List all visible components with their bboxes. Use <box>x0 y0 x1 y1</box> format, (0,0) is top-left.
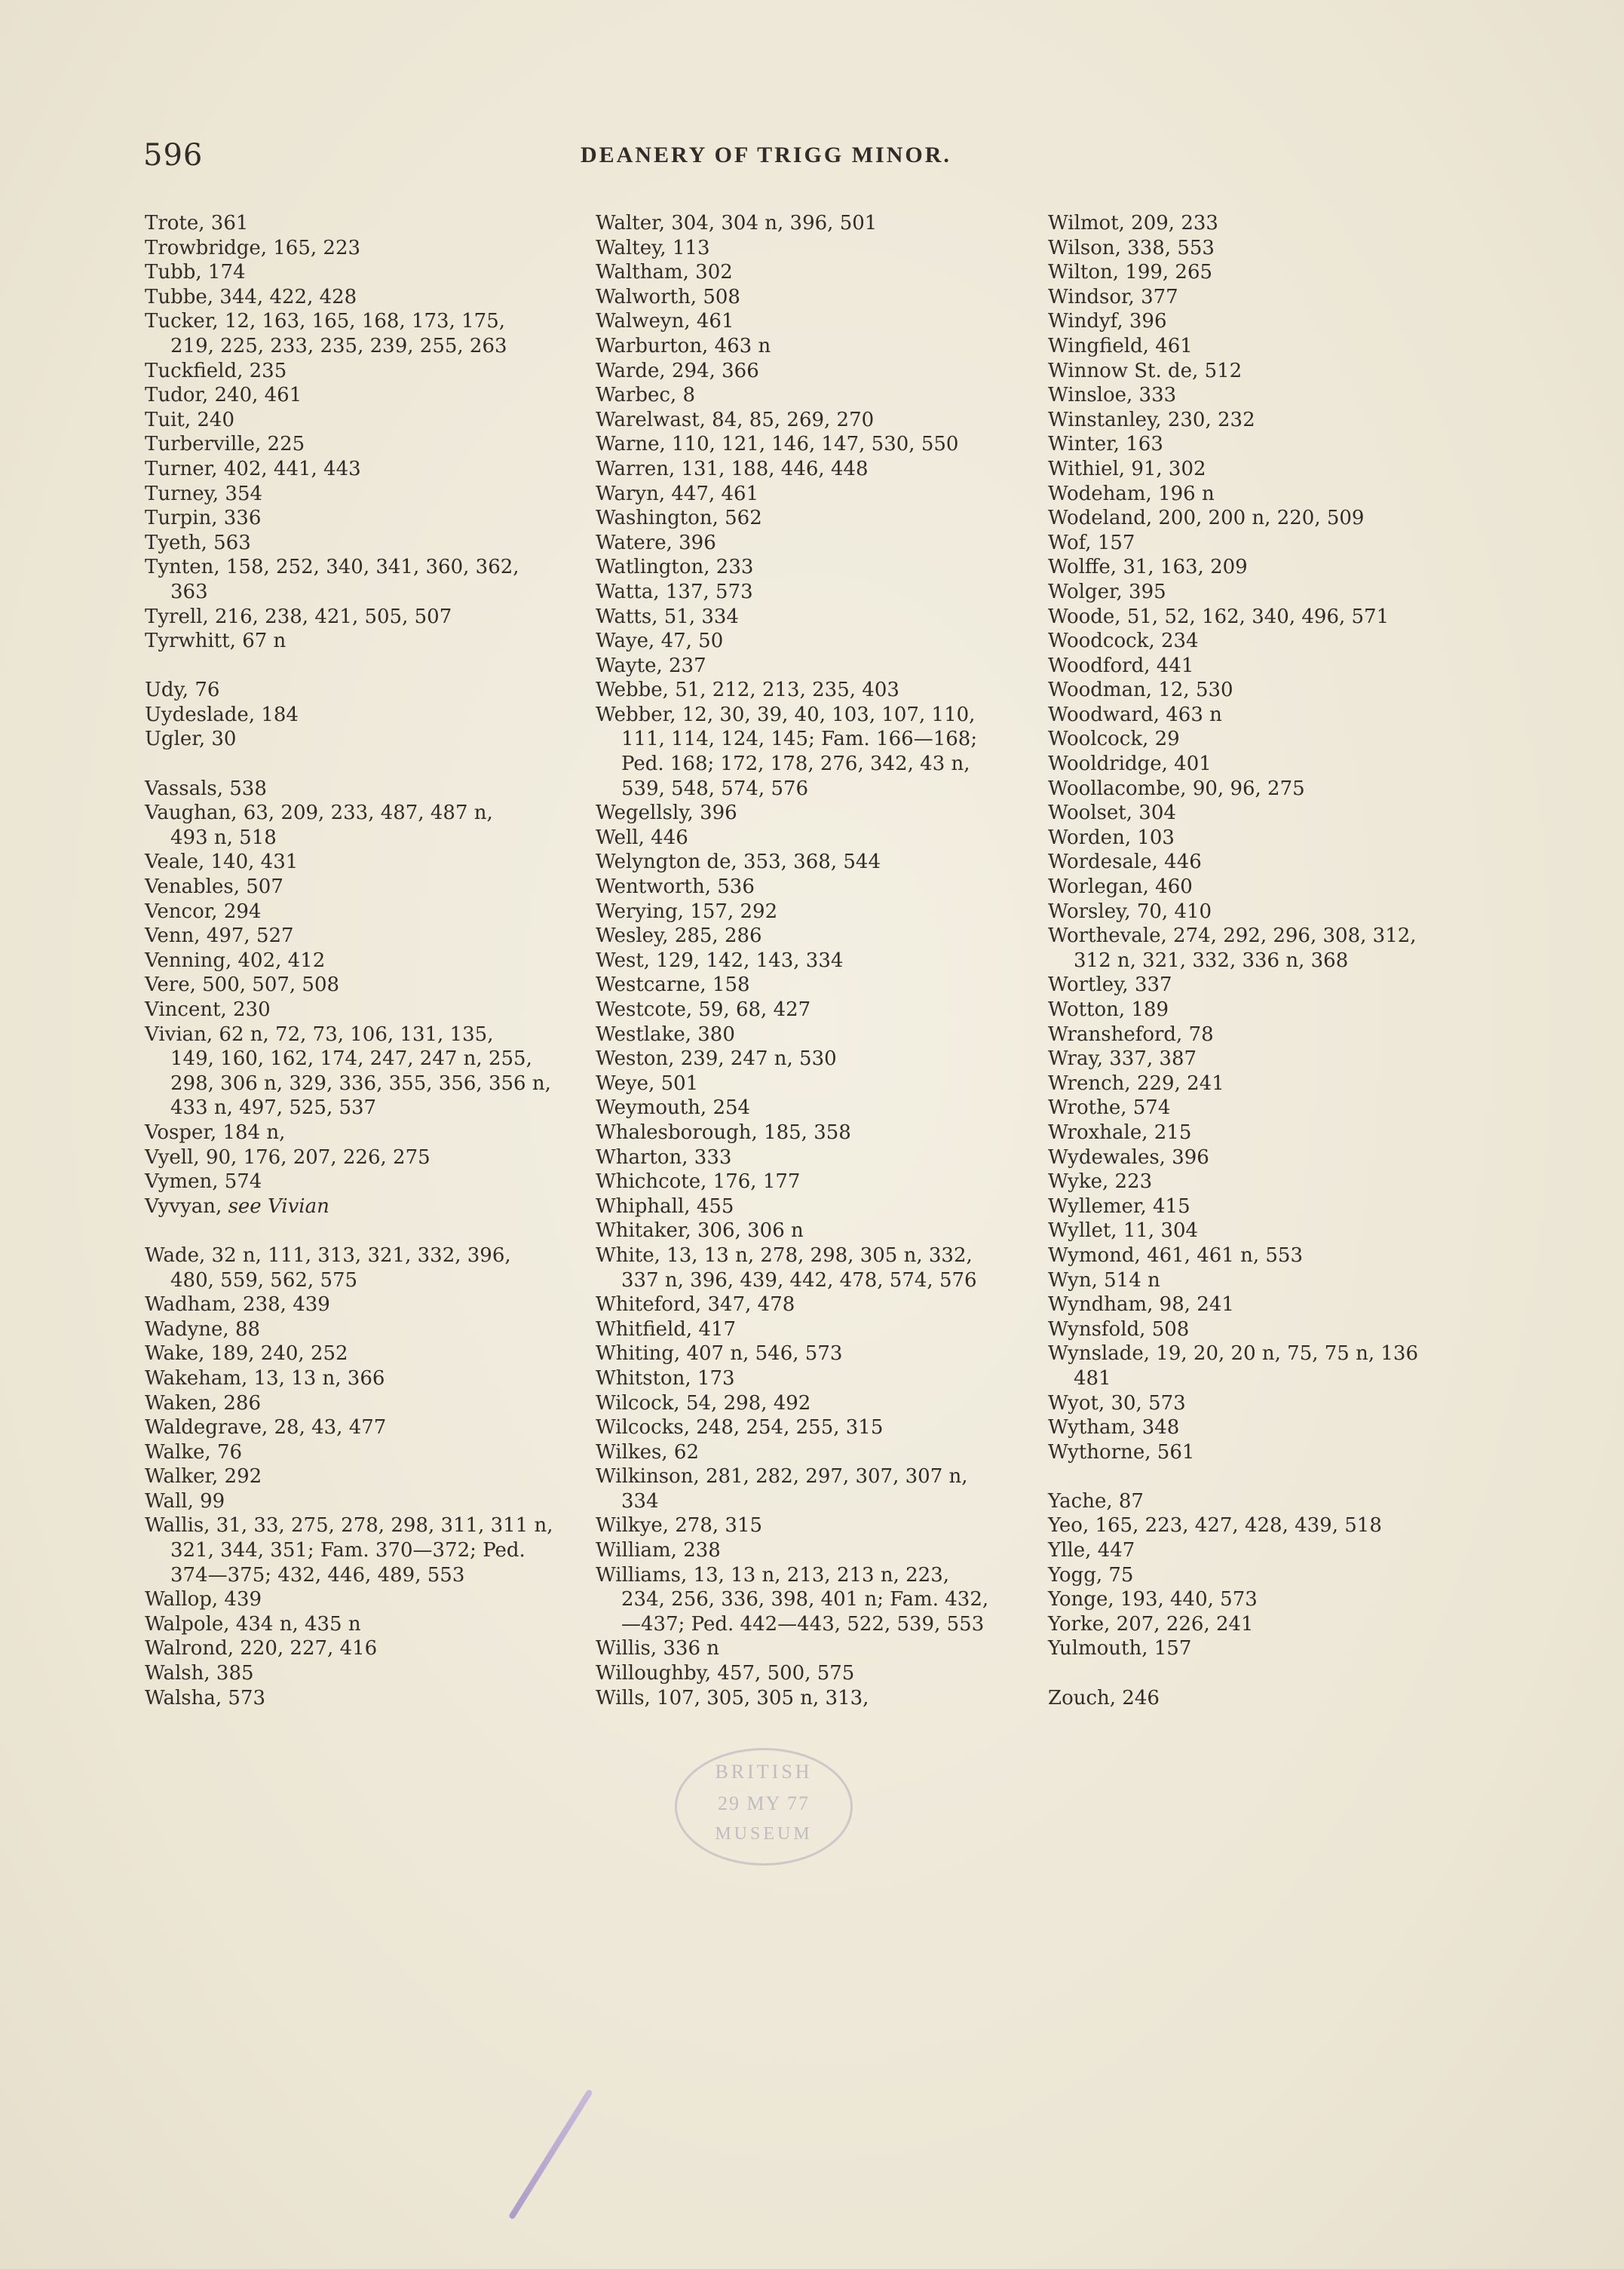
index-entry: Wharton, 333 <box>596 1145 732 1169</box>
index-entry: Well, 446 <box>596 826 688 849</box>
index-entry: Venn, 497, 527 <box>145 924 294 948</box>
index-entry: Walrond, 220, 227, 416 <box>145 1637 378 1660</box>
index-entry: 312 n, 321, 332, 336 n, 368 <box>1074 949 1349 972</box>
index-entry: Woode, 51, 52, 162, 340, 496, 571 <box>1048 605 1390 628</box>
index-entry: Wills, 107, 305, 305 n, 313, <box>596 1686 869 1709</box>
index-entry: 374—375; 432, 446, 489, 553 <box>170 1563 465 1587</box>
index-entry: Worlegan, 460 <box>1048 875 1193 899</box>
index-entry: Windyf, 396 <box>1048 310 1167 333</box>
index-entry: Whitston, 173 <box>596 1366 735 1390</box>
index-entry: Webbe, 51, 212, 213, 235, 403 <box>596 679 899 702</box>
index-entry: Trote, 361 <box>145 212 249 235</box>
index-entry: Walker, 292 <box>145 1465 262 1489</box>
index-entry: 493 n, 518 <box>170 826 277 849</box>
index-entry: Tudor, 240, 461 <box>145 384 302 407</box>
index-entry: Vosper, 184 n, <box>145 1121 286 1144</box>
index-entry: Zouch, 246 <box>1048 1686 1160 1709</box>
pencil-mark <box>508 2089 593 2220</box>
index-entry: Wilmot, 209, 233 <box>1048 212 1218 235</box>
index-entry: Wyllemer, 415 <box>1048 1194 1190 1218</box>
index-entry: Whiteford, 347, 478 <box>596 1293 795 1317</box>
index-entry: Waldegrave, 28, 43, 477 <box>145 1416 387 1440</box>
index-entry: Winstanley, 230, 232 <box>1048 408 1255 431</box>
index-entry: 219, 225, 233, 235, 239, 255, 263 <box>170 334 507 357</box>
index-entry: 363 <box>170 580 208 603</box>
index-entry: Turpin, 336 <box>145 507 262 530</box>
index-entry: 481 <box>1074 1366 1111 1390</box>
index-entry: Vivian, 62 n, 72, 73, 106, 131, 135, <box>145 1023 494 1046</box>
index-entry: Whitfield, 417 <box>596 1317 737 1341</box>
index-entry: Turney, 354 <box>145 482 263 505</box>
index-entry: Wegellsly, 396 <box>596 802 737 825</box>
index-entry: Whalesborough, 185, 358 <box>596 1121 851 1144</box>
index-entry: Wadyne, 88 <box>145 1317 261 1341</box>
index-entry: Yonge, 193, 440, 573 <box>1048 1588 1258 1611</box>
index-entry: Walweyn, 461 <box>596 310 734 333</box>
index-entry: Warne, 110, 121, 146, 147, 530, 550 <box>596 433 959 456</box>
index-entry: Wayte, 237 <box>596 654 706 677</box>
index-entry: Waye, 47, 50 <box>596 630 724 653</box>
index-entry: 149, 160, 162, 174, 247, 247 n, 255, <box>170 1047 532 1071</box>
index-entry: Waryn, 447, 461 <box>596 482 759 505</box>
index-column-2 <box>596 211 1033 1710</box>
index-entry: Winsloe, 333 <box>1048 384 1177 407</box>
index-entry: 298, 306 n, 329, 336, 355, 356, 356 n, <box>170 1072 551 1095</box>
index-entry: Walke, 76 <box>145 1440 243 1464</box>
index-entry: 337 n, 396, 439, 442, 478, 574, 576 <box>621 1268 977 1292</box>
index-entry: Watts, 51, 334 <box>596 605 739 628</box>
index-entry: Washington, 562 <box>596 507 762 530</box>
index-entry: Winter, 163 <box>1048 433 1163 456</box>
index-entry: Walsh, 385 <box>145 1662 254 1685</box>
index-entry: Yache, 87 <box>1048 1489 1144 1513</box>
index-entry: Williams, 13, 13 n, 213, 213 n, 223, <box>596 1563 950 1587</box>
index-entry: Westcote, 59, 68, 427 <box>596 998 811 1021</box>
index-entry: Wransheford, 78 <box>1048 1023 1214 1046</box>
index-entry: Willis, 336 n <box>596 1637 720 1660</box>
index-entry: Turner, 402, 441, 443 <box>145 457 361 480</box>
index-entry: Warelwast, 84, 85, 269, 270 <box>596 408 875 431</box>
index-entry: Yeo, 165, 223, 427, 428, 439, 518 <box>1048 1514 1382 1538</box>
index-entry: Whichcote, 176, 177 <box>596 1170 801 1194</box>
index-entry: Yulmouth, 157 <box>1048 1637 1192 1660</box>
index-entry: Uydeslade, 184 <box>145 703 299 726</box>
index-entry: Trowbridge, 165, 223 <box>145 236 361 259</box>
index-entry: Ylle, 447 <box>1048 1539 1135 1562</box>
index-entry: Woodford, 441 <box>1048 654 1194 677</box>
index-entry: Wilcocks, 248, 254, 255, 315 <box>596 1416 884 1440</box>
index-entry: Wray, 337, 387 <box>1048 1047 1197 1071</box>
index-entry: Wrothe, 574 <box>1048 1096 1171 1120</box>
index-entry: Windsor, 377 <box>1048 285 1178 308</box>
stamp-top-text: BRITISH <box>715 1761 813 1783</box>
index-column-3 <box>1048 211 1515 1710</box>
index-entry: Weye, 501 <box>596 1072 699 1095</box>
index-entry: Venables, 507 <box>145 875 283 899</box>
index-entry: Wrench, 229, 241 <box>1048 1072 1224 1095</box>
index-entry: Wallop, 439 <box>145 1588 262 1611</box>
page-header <box>143 138 1500 176</box>
index-entry: Webber, 12, 30, 39, 40, 103, 107, 110, <box>596 703 976 726</box>
library-stamp <box>675 1748 853 1866</box>
index-entry: Wooldridge, 401 <box>1048 753 1212 776</box>
index-entry: White, 13, 13 n, 278, 298, 305 n, 332, <box>596 1243 973 1267</box>
index-entry: Tyrwhitt, 67 n <box>145 630 286 653</box>
index-entry: Wyndham, 98, 241 <box>1048 1293 1234 1317</box>
index-entry: 234, 256, 336, 398, 401 n; Fam. 432, <box>621 1588 989 1611</box>
index-entry: Watere, 396 <box>596 531 716 554</box>
index-entry: Whiphall, 455 <box>596 1194 734 1218</box>
index-entry: Warburton, 463 n <box>596 334 771 357</box>
index-entry: Vymen, 574 <box>145 1170 262 1194</box>
index-entry: Yorke, 207, 226, 241 <box>1048 1612 1254 1636</box>
index-entry: Vere, 500, 507, 508 <box>145 974 340 997</box>
index-entry: Ped. 168; 172, 178, 276, 342, 43 n, <box>621 753 970 776</box>
index-entry: Walsha, 573 <box>145 1686 266 1709</box>
index-entry: Warde, 294, 366 <box>596 359 759 382</box>
index-entry: Wilkinson, 281, 282, 297, 307, 307 n, <box>596 1465 968 1489</box>
index-entry: Warren, 131, 188, 446, 448 <box>596 457 869 480</box>
index-entry: Wentworth, 536 <box>596 875 755 899</box>
index-entry: Vincent, 230 <box>145 998 271 1021</box>
index-entry: Waltey, 113 <box>596 236 710 259</box>
index-entry: Tyrell, 216, 238, 421, 505, 507 <box>145 605 452 628</box>
index-entry: Wordesale, 446 <box>1048 851 1202 874</box>
index-entry: Woolcock, 29 <box>1048 728 1180 751</box>
index-entry: Wortley, 337 <box>1048 974 1172 997</box>
index-entry: Tynten, 158, 252, 340, 341, 360, 362, <box>145 556 519 579</box>
index-entry: Wesley, 285, 286 <box>596 924 762 948</box>
index-entry: Wake, 189, 240, 252 <box>145 1342 348 1366</box>
index-entry: Westlake, 380 <box>596 1023 735 1046</box>
index-entry: Weston, 239, 247 n, 530 <box>596 1047 837 1071</box>
index-entry: Withiel, 91, 302 <box>1048 457 1206 480</box>
index-entry: 480, 559, 562, 575 <box>170 1268 358 1292</box>
index-entry: Wakeham, 13, 13 n, 366 <box>145 1366 385 1390</box>
index-entry: 539, 548, 574, 576 <box>621 777 809 800</box>
index-entry: Winnow St. de, 512 <box>1048 359 1243 382</box>
index-entry: Wodeham, 196 n <box>1048 482 1215 505</box>
index-entry: Walter, 304, 304 n, 396, 501 <box>596 212 878 235</box>
index-entry: Wyke, 223 <box>1048 1170 1153 1194</box>
index-column-1 <box>145 211 567 1710</box>
index-entry: Vassals, 538 <box>145 777 267 800</box>
index-entry: Turberville, 225 <box>145 433 305 456</box>
index-entry: Woolset, 304 <box>1048 802 1176 825</box>
index-entry: Wilson, 338, 553 <box>1048 236 1215 259</box>
index-entry: William, 238 <box>596 1539 721 1562</box>
index-entry: Whitaker, 306, 306 n <box>596 1219 804 1243</box>
index-entry: Woodward, 463 n <box>1048 703 1222 726</box>
index-entry: Wadham, 238, 439 <box>145 1293 330 1317</box>
index-entry: Woodman, 12, 530 <box>1048 679 1233 702</box>
index-entry: Wythorne, 561 <box>1048 1440 1195 1464</box>
index-entry: Wilcock, 54, 298, 492 <box>596 1391 811 1415</box>
index-entry: Vyell, 90, 176, 207, 226, 275 <box>145 1145 431 1169</box>
index-entry: Wof, 157 <box>1048 531 1135 554</box>
index-entry: Tubb, 174 <box>145 261 246 284</box>
stamp-date-text: 29 MY 77 <box>718 1792 810 1814</box>
index-entry: Ugler, 30 <box>145 728 237 751</box>
index-entry: Willoughby, 457, 500, 575 <box>596 1662 855 1685</box>
index-entry: Wall, 99 <box>145 1489 225 1513</box>
index-entry: Vyvyan, see Vivian <box>145 1194 329 1218</box>
index-entry: Wynslade, 19, 20, 20 n, 75, 75 n, 136 <box>1048 1342 1419 1366</box>
index-entry: Werying, 157, 292 <box>596 900 778 923</box>
index-entry: Yogg, 75 <box>1048 1563 1134 1587</box>
index-entry: Tucker, 12, 163, 165, 168, 173, 175, <box>145 310 506 333</box>
index-entry: Wynsfold, 508 <box>1048 1317 1190 1341</box>
index-entry: Worthevale, 274, 292, 296, 308, 312, <box>1048 924 1417 948</box>
running-title: DEANERY OF TRIGG MINOR. <box>581 143 951 167</box>
index-entry: West, 129, 142, 143, 334 <box>596 949 844 972</box>
index-entry: Warbec, 8 <box>596 384 696 407</box>
index-entry: Tuckfield, 235 <box>145 359 287 382</box>
index-entry: Wallis, 31, 33, 275, 278, 298, 311, 311 n, <box>145 1514 553 1538</box>
index-entry: Wolffe, 31, 163, 209 <box>1048 556 1248 579</box>
stamp-bottom-text: MUSEUM <box>715 1824 813 1844</box>
index-entry: Wade, 32 n, 111, 313, 321, 332, 396, <box>145 1243 511 1267</box>
index-entry: Wyot, 30, 573 <box>1048 1391 1186 1415</box>
index-entry: Woollacombe, 90, 96, 275 <box>1048 777 1305 800</box>
index-entry: Wilton, 199, 265 <box>1048 261 1213 284</box>
index-entry: Tuit, 240 <box>145 408 235 431</box>
index-entry: Wingfield, 461 <box>1048 334 1193 357</box>
index-entry: Wymond, 461, 461 n, 553 <box>1048 1243 1304 1267</box>
index-entry: Vaughan, 63, 209, 233, 487, 487 n, <box>145 802 493 825</box>
index-entry: Tubbe, 344, 422, 428 <box>145 285 357 308</box>
index-entry: Watlington, 233 <box>596 556 754 579</box>
index-entry: Udy, 76 <box>145 679 220 702</box>
index-entry: Venning, 402, 412 <box>145 949 326 972</box>
index-entry: —437; Ped. 442—443, 522, 539, 553 <box>621 1612 985 1636</box>
index-entry: Wilkes, 62 <box>596 1440 699 1464</box>
index-entry: Wroxhale, 215 <box>1048 1121 1192 1144</box>
index-entry: Welyngton de, 353, 368, 544 <box>596 851 881 874</box>
index-entry: Wydewales, 396 <box>1048 1145 1209 1169</box>
index-entry: 321, 344, 351; Fam. 370—372; Ped. <box>170 1539 526 1562</box>
page-number: 596 <box>143 138 204 173</box>
index-entry: Wotton, 189 <box>1048 998 1169 1021</box>
index-entry: Waken, 286 <box>145 1391 262 1415</box>
index-entry: Worden, 103 <box>1048 826 1175 849</box>
index-entry: Westcarne, 158 <box>596 974 750 997</box>
index-entry: Wilkye, 278, 315 <box>596 1514 763 1538</box>
index-entry: Walpole, 434 n, 435 n <box>145 1612 361 1636</box>
index-entry: Waltham, 302 <box>596 261 733 284</box>
index-entry: Wytham, 348 <box>1048 1416 1180 1440</box>
index-entry: 433 n, 497, 525, 537 <box>170 1096 377 1120</box>
index-entry: 334 <box>621 1489 659 1513</box>
index-entry: Walworth, 508 <box>596 285 740 308</box>
index-entry: Worsley, 70, 410 <box>1048 900 1212 923</box>
index-entry: Wyn, 514 n <box>1048 1268 1160 1292</box>
index-entry: Wodeland, 200, 200 n, 220, 509 <box>1048 507 1365 530</box>
index-entry: Tyeth, 563 <box>145 531 251 554</box>
index-entry: Weymouth, 254 <box>596 1096 751 1120</box>
index-entry: Wolger, 395 <box>1048 580 1166 603</box>
index-entry: Whiting, 407 n, 546, 573 <box>596 1342 843 1366</box>
index-entry: Watta, 137, 573 <box>596 580 753 603</box>
index-entry: 111, 114, 124, 145; Fam. 166—168; <box>621 728 978 751</box>
index-entry: Veale, 140, 431 <box>145 851 299 874</box>
index-entry: Woodcock, 234 <box>1048 630 1199 653</box>
index-entry: Wyllet, 11, 304 <box>1048 1219 1199 1243</box>
index-entry: Vencor, 294 <box>145 900 262 923</box>
